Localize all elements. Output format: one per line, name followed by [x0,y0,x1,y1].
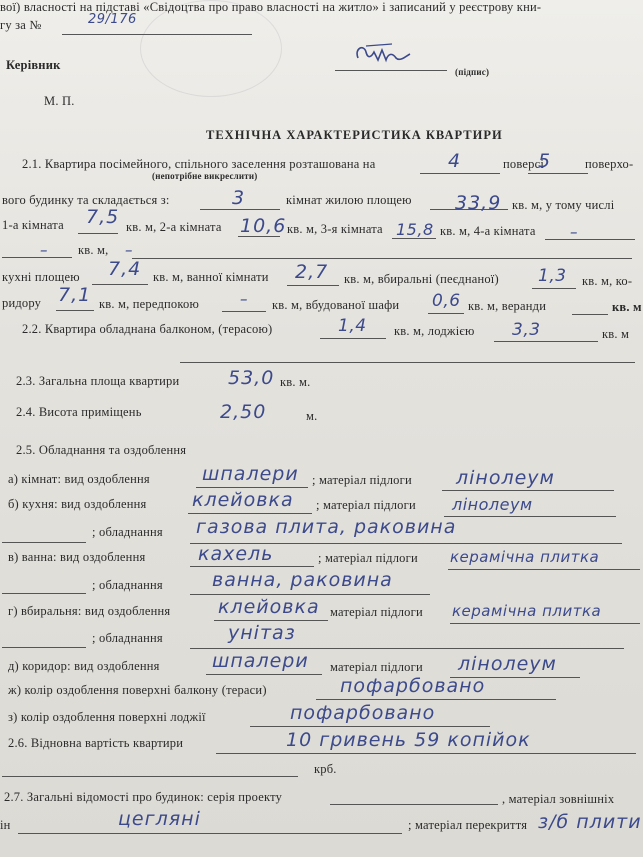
rooms-line [200,209,280,210]
g-finish-line [214,620,328,621]
s27-text-b: , матеріал зовнішніх [502,792,615,806]
s21-text-f: кв. м, у тому числі [512,198,615,212]
room1-value: 7,5 [86,206,120,228]
balcony-line [320,338,386,339]
v-finish-value: кахель [198,543,274,565]
v-equip-pre-line [2,593,86,594]
d-floor-label: матеріал підлоги [330,660,423,674]
corridor-value: 7,1 [58,284,92,306]
wc-value: 1,3 [538,266,567,286]
a-room-label: а) кімнат: вид оздоблення [8,472,150,486]
s21-text-c: поверхо- [585,157,634,171]
b-floor-line [444,516,616,517]
v-equip-line [190,594,430,595]
a-floor-line [442,490,614,491]
s21-text-h: кв. м, 2-а кімната [126,220,222,234]
s25-title: 2.5. Обладнання та оздоблення [16,443,187,457]
floor-line [420,173,500,174]
signature-mark [352,38,414,72]
walls-value: цегляні [118,808,201,830]
b-equip-pre-line [2,542,86,543]
kitchen-value: 7,4 [108,258,142,280]
s27-text-c: ін [0,818,11,832]
s26-text-b: крб. [314,762,337,776]
mp-label: М. П. [44,94,75,108]
bath-line [287,285,339,286]
s21-text-k: кв. м, [78,243,109,257]
a-finish-line [196,487,308,488]
s27-text-a: 2.7. Загальні відомості про будинок: серія проекту [4,790,283,804]
d-finish-value: шпалери [212,650,309,672]
b-floor-value: лінолеум [452,495,533,514]
d-floor-value: лінолеум [458,653,557,675]
s24-text-b: м. [306,409,318,423]
s23-text-b: кв. м. [280,375,311,389]
s21-text-p: ридору [2,296,42,310]
s22-text-a: 2.2. Квартира обладнана балконом, (терасою) [22,322,273,336]
z-value: пофарбовано [290,702,436,724]
b-floor-label: ; матеріал підлоги [316,498,416,512]
hall-line [222,311,266,312]
v-equip-label: ; обладнання [92,578,163,592]
z-line [250,726,490,727]
g-floor-line [450,623,640,624]
v-floor-label: ; матеріал підлоги [318,551,418,565]
s22-text-b: кв. м, лоджією [394,324,475,338]
g-equip-label: ; обладнання [92,631,163,645]
s21-note: (непотрібне викреслити) [152,171,258,181]
overlap-value: з/б плити [538,811,642,833]
v-floor-line [448,569,640,570]
section-title: ТЕХНІЧНА ХАРАКТЕРИСТИКА КВАРТИРИ [206,128,503,142]
balcony-value: 1,4 [338,316,367,336]
b-finish-value: клейовка [192,489,294,511]
g-equip-value: унітаз [228,622,296,644]
veranda-line [572,314,608,315]
walls-line [18,833,402,834]
s22-text-c: кв. м [602,327,630,341]
loggia-line [494,341,598,342]
living-value: 33,9 [455,192,502,214]
total-value: 53,0 [228,367,275,389]
g-finish-value: клейовка [218,596,320,618]
s21-text-a: 2.1. Квартира посімейного, спільного заселення розташована на [22,157,376,171]
s26-line [216,753,636,754]
r4-line [545,239,635,240]
v-equip-value: ванна, раковина [212,569,393,591]
a-finish-value: шпалери [202,463,299,485]
s21-text-q: кв. м, передпокою [99,297,199,311]
s21-text-e: кімнат жилою площею [286,193,412,207]
zh-value: пофарбовано [340,675,486,697]
reg-no-value: 29/176 [88,12,137,27]
hall-dash: – [240,290,248,308]
director-label: Керівник [6,58,61,72]
kitchen-line [92,284,148,285]
z-label: з) колір оздоблення поверхні лоджії [8,710,206,724]
g-floor-label: матеріал підлоги [330,605,423,619]
room3-value: 15,8 [396,220,434,239]
signature-caption: (підпис) [455,67,490,77]
room5-dash: – [40,241,48,259]
s21-text-g: 1-а кімната [2,218,64,232]
v-floor-value: керамічна плитка [450,548,600,566]
zh-line [316,699,556,700]
closet-line [428,313,464,314]
g-floor-value: керамічна плитка [452,602,602,620]
a-floor-label: ; матеріал підлоги [312,473,412,487]
s22-extra-line [180,362,635,363]
s21-text-o: кв. м, ко- [582,274,633,288]
r1-line [78,233,118,234]
floors-line [528,173,588,174]
b-finish-line [188,513,312,514]
b-room-label: б) кухня: вид оздоблення [8,497,147,511]
loggia-value: 3,3 [512,320,541,340]
floors-value: 5 [538,150,552,172]
d-finish-line [206,674,322,675]
r5-line [2,257,72,258]
wc-line [532,288,576,289]
room2-value: 10,6 [240,215,287,237]
s21-text-r: кв. м, вбудованої шафи [272,298,400,312]
b-equip-value: газова плита, раковина [196,516,457,538]
height-value: 2,50 [220,401,267,423]
reg-no-line [62,34,252,35]
s21-text-b: поверсі [503,157,544,171]
b-equip-label: ; обладнання [92,525,163,539]
r6-line [132,258,632,259]
g-room-label: г) вбиральня: вид оздоблення [8,604,171,618]
room6-dash: – [125,241,133,259]
s21-text-i: кв. м, 3-я кімната [287,222,383,236]
v-finish-line [190,566,314,567]
s27-text-d: ; матеріал перекриття [408,818,528,832]
s23-text-a: 2.3. Загальна площа квартири [16,374,180,388]
s26-value: 10 гривень 59 копійок [286,729,531,751]
v-room-label: в) ванна: вид оздоблення [8,550,146,564]
project-line [330,804,498,805]
closet-value: 0,6 [432,291,461,311]
header-line-2: гу за № [0,18,42,32]
g-equip-line [190,648,624,649]
zh-label: ж) колір оздоблення поверхні балкону (тераси) [8,683,267,697]
room4-dash: – [570,223,578,241]
g-equip-pre-line [2,647,86,648]
s24-text-a: 2.4. Висота приміщень [16,405,142,419]
s21-text-m: кв. м, ванної кімнати [153,270,269,284]
s26-line-2 [2,776,298,777]
s21-text-l: кухні площею [2,270,80,284]
a-floor-value: лінолеум [456,467,555,489]
s21-text-d: вого будинку та складається з: [2,193,170,207]
floor-value: 4 [448,150,462,172]
rooms-value: 3 [232,187,246,209]
s21-text-n: кв. м, вбиральні (пеєднаної) [344,272,499,286]
s21-text-s: кв. м, веранди [468,299,547,313]
s21-text-j: кв. м, 4-а кімната [440,224,536,238]
bath-value: 2,7 [295,261,329,283]
s26-text-a: 2.6. Відновна вартість квартири [8,736,184,750]
header-line-1: вої) власності на підставі «Свідоцтва про право власності на житло» і записаний у реєстрову кни- [0,0,542,14]
corridor-line [56,310,94,311]
d-room-label: д) коридор: вид оздоблення [8,659,160,673]
s21-text-t: кв. м [612,300,642,314]
